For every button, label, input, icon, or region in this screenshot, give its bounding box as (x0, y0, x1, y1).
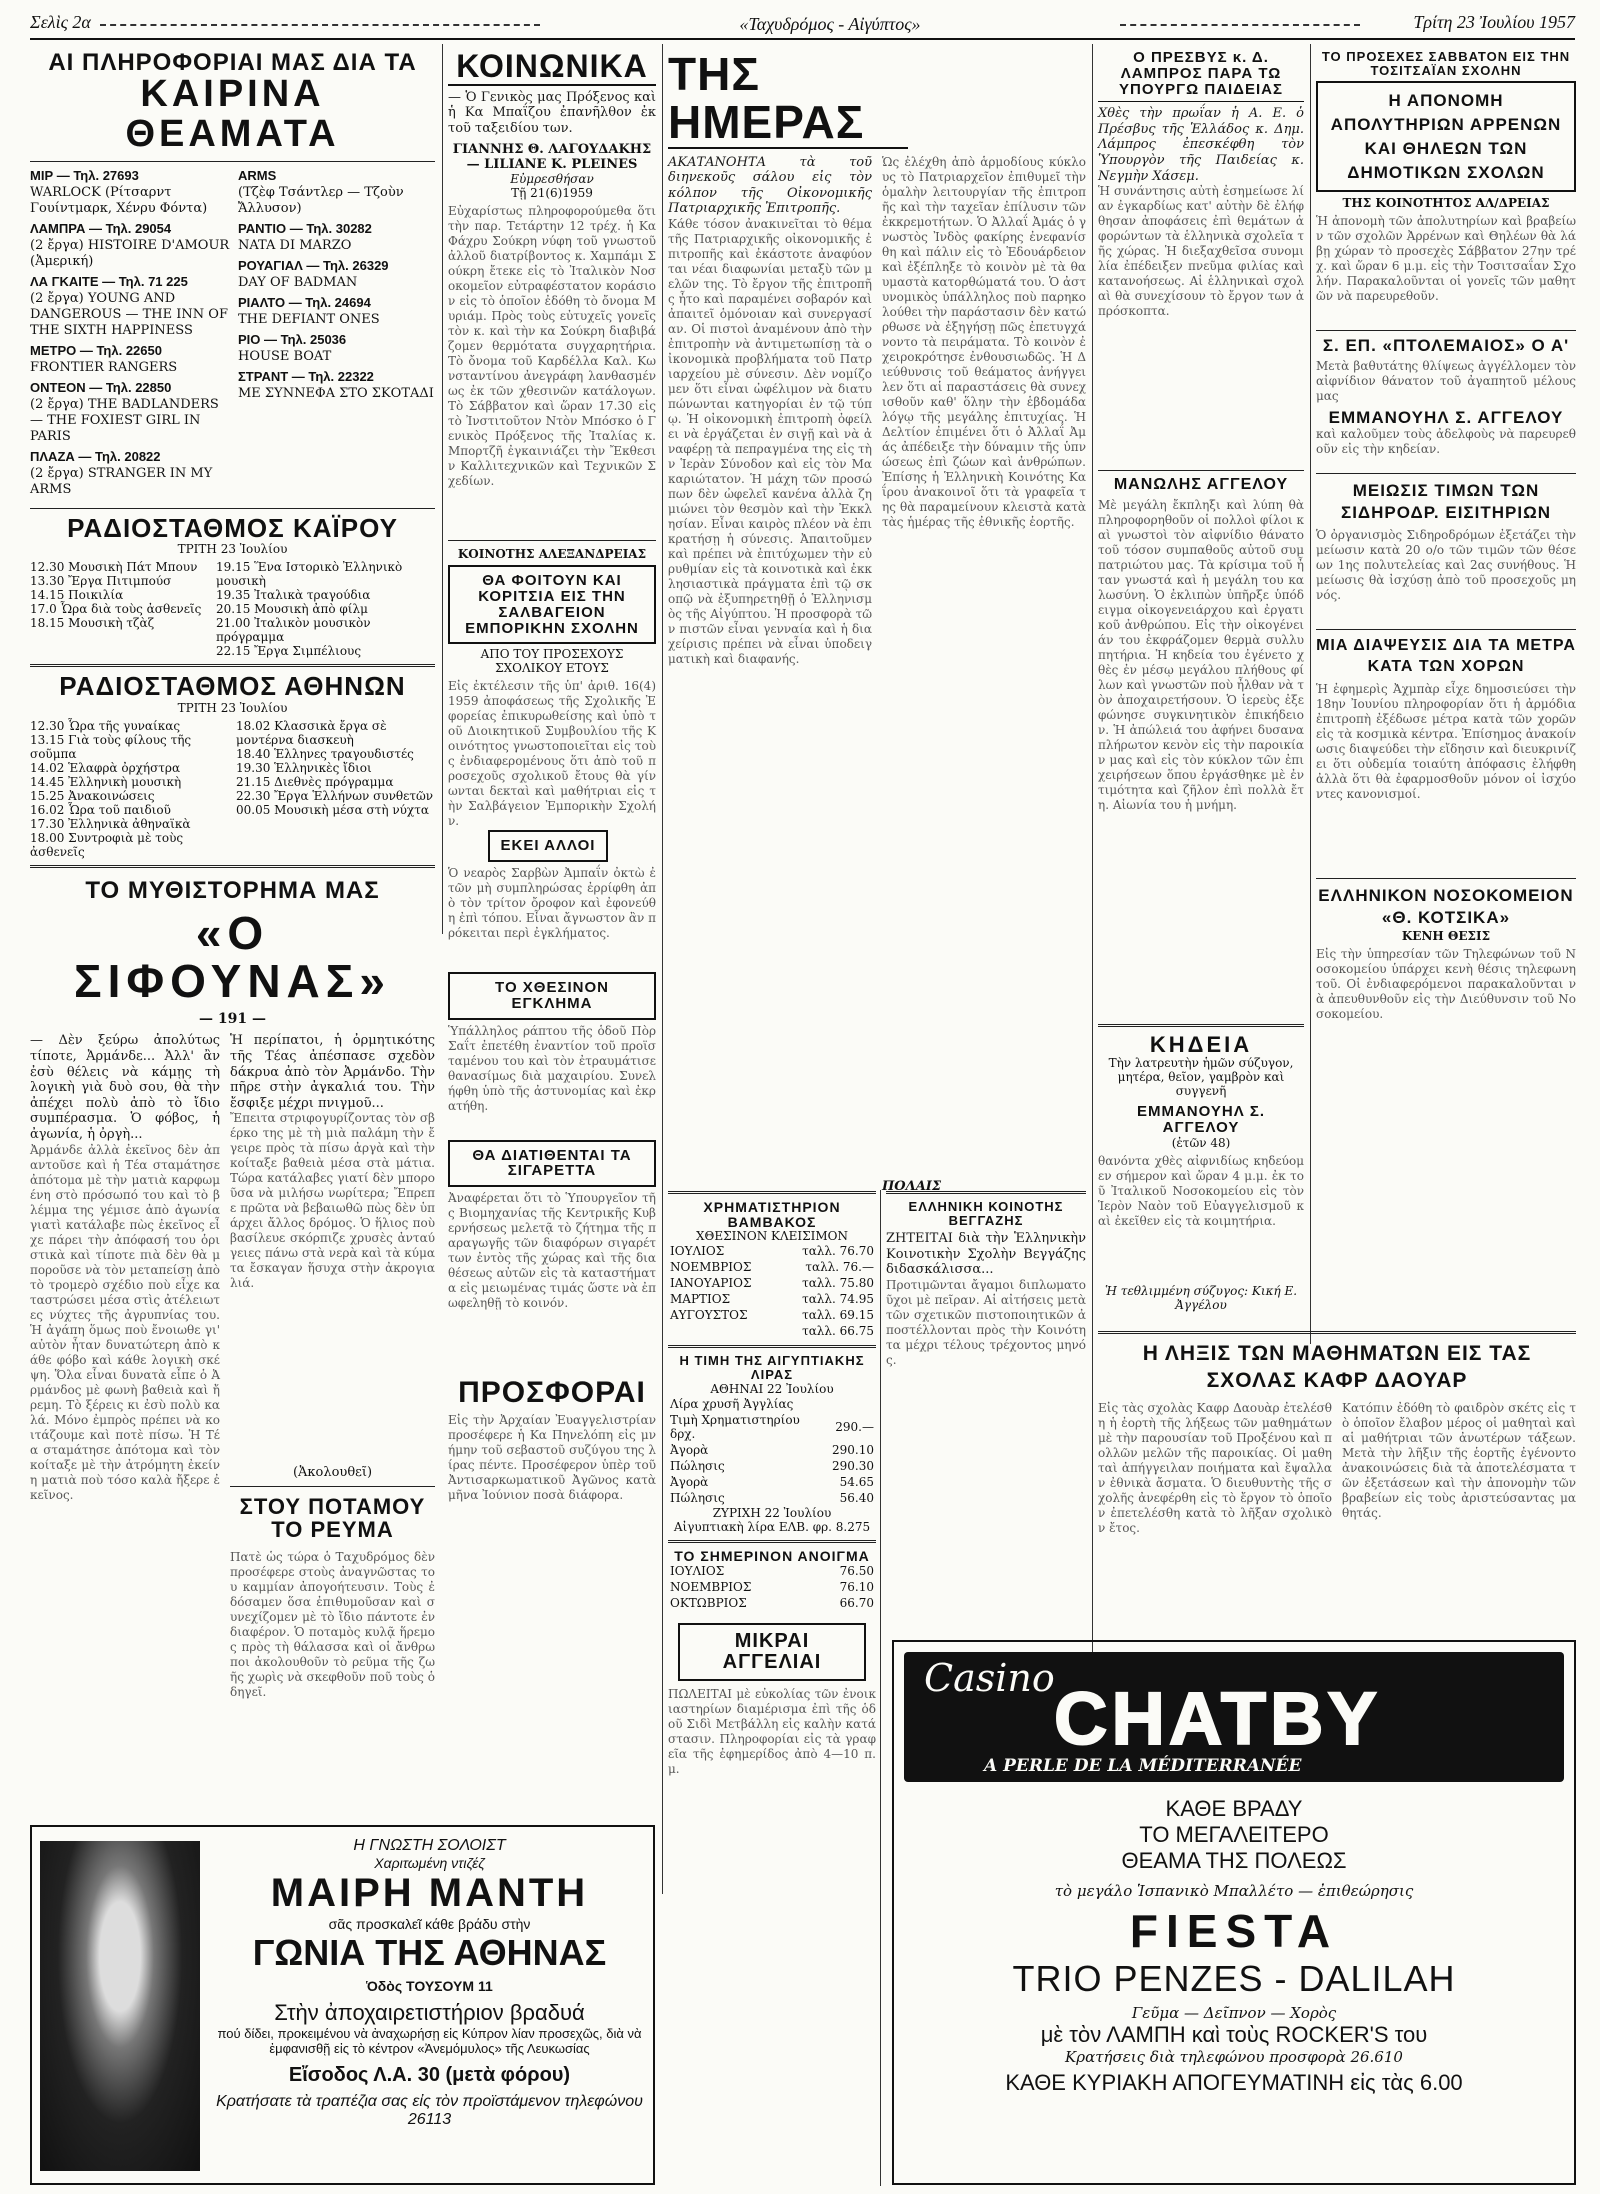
ad-phone: Κρατήσατε τὰ τραπέζια σας εἰς τὸν προϊστάμενον τηλεφώνου 26113 (216, 2093, 643, 2128)
obituary-filler: Μὲ μεγάλη ἔκπληξι καὶ λύπη θὰ πληροφορηθοῦν οἱ πολλοὶ φίλοι καὶ γνωστοὶ τὸν αἰφνίδιο θάνατο τοῦ τόσον συμπαθοῦς αὐτοῦ συμπατριώτου μας. Τὰ κρίσιμα τοῦ ἦταν γνωστά καὶ ἡ μεγάλη του καλωσύνη. Ὁ ἐκλιπὼν ὑπῆρξε ὑπόδειγμα οἰκογενειάρχου καὶ ἐργατικοῦ ἀνθρώπου. Εἰς τὴν οἰκογένειάν του ἐκφράζομεν θερμὰ συλλυπητήρια. Ἡ κηδεία του ἐγένετο χθὲς ἐν μέσῳ μεγάλου πλήθους φίλων καὶ γνωστῶν ποὺ ἦλθαν νὰ τὸν ἀποχαιρετήσουν. Ὁ ἱερεὺς ἐξεφώνησε συγκινητικὸν ἐπικήδειον. Ἡ ἀπώλειά του ἀφήνει δυσαναπλήρωτον κενὸν εἰς τὴν παροικίαν μας καὶ εἰς τὸν κύκλον τῶν ἐπιχειρήσεων ὅπου ἐργάσθηκε μὲ ἐντιμότητα καὶ ζῆλον ἐπὶ πολλὰ ἔτη. Αἰωνία του ἡ μνήμη. (1098, 498, 1304, 813)
column-rule (442, 44, 443, 934)
cinema-name: ΟΝΤΕΟΝ — Τηλ. 22850 (30, 379, 172, 395)
divider (1098, 1331, 1576, 1334)
divider (1098, 1024, 1304, 1027)
schedule-line: 13.30 Ἔργα Πιτιμπούσ (30, 574, 172, 589)
ptolemaios-head: Σ. ΕΠ. «ΠΤΟΛΕΜΑΙΟΣ» Ο Α' (1322, 336, 1570, 356)
schedule-line: 13.15 Γιὰ τοὺς φίλους τῆς σοῦμπα (30, 732, 192, 761)
cinema-entry (238, 369, 435, 402)
schedule-line: 14.02 Ἑλαφρὰ ὀρχήστρα (30, 760, 181, 775)
school-closing-filler: Εἰς τὰς σχολὰς Καφρ Δαουὰρ ἐτελέσθη ἡ ἐορτὴ τῆς λήξεως τῶν μαθημάτων μὲ τὴν παρουσίαν τοῦ Προξένου καὶ πολλῶν μελῶν τῆς παροικίας. Οἱ μαθηταὶ ἀπήγγειλαν ποιήματα καὶ ἔψαλλαν ἐθνικὰ ἄσματα. Ὁ διευθυντὴς τῆς σχολῆς ἀνεφέρθη εἰς τὸ ἔργον τὸ ὁποῖον ἐπετελέσθη κατὰ τὸ λῆξαν σχολικὸν ἔτος. (1098, 1400, 1332, 1535)
river-article-head: ΣΤΟΥ ΠΟΤΑΜΟΥ ΤΟ ΡΕΥΜΑ (239, 1494, 426, 1543)
ad-line: μὲ τὸν ΛΑΜΠΗ καὶ τοὺς ROCKER'S του (1040, 2022, 1428, 2047)
novel-section-head: ΤΟ ΜΥΘΙΣΤΟΡΗΜΑ ΜΑΣ (85, 876, 380, 904)
cinema-name: ΠΛΑΖΑ — Τηλ. 20822 (30, 448, 161, 464)
table-cell: ταλλ. 75.80 (802, 1276, 874, 1291)
community-label: ΚΟΙΝΟΤΗΣ ΑΛΕΞΑΝΔΡΕΙΑΣ (457, 547, 647, 562)
cinema-name: ΛΑΜΠΡΑ — Τηλ. 29054 (30, 220, 172, 236)
cinema-film: (2 ἔργα) HISTOIRE D'AMOUR (Ἀμερική) (30, 237, 230, 269)
opening-table (668, 1563, 876, 1611)
ad-line: Η ΓΝΩΣΤΗ ΣΟΛΟΙΣΤ (353, 1837, 506, 1854)
ad-phone: Κρατήσεις διὰ τηλεφώνου προσφορὰ 26.610 (1065, 2048, 1403, 2066)
table-cell: 290.— (835, 1419, 874, 1434)
divider (668, 1191, 876, 1194)
editorial-filler: Ὡς ἐλέχθη ἀπὸ ἁρμοδίους κύκλους τὸ Πατριαρχεῖον ἐπιθυμεῖ τὴν ὁμαλὴν λειτουργίαν τῆς ἐπιτροπῆς καὶ τὴν ταχεῖαν ἐπίλυσιν τῶν ἐκκρεμοτήτων. Ὁ Ἀλλαΐ Ἀμάς ὁ γνωστὸς Ἰνδὸς φακίρης ἐνεφανίσθη καὶ πάλιν εἰς τὸ Ἑδουάρδειον καὶ ἐξέπληξε τὸ κοινὸν μὲ τὰ θαυμαστὰ κατορθώματά του. Ὁ ἀστυνομικὸς ὑπάλληλος ποὺ παρηκολούθει τὴν παράστασιν δὲν κατώρθωσε νὰ ἐξηγήσῃ πῶς ἐπετυγχάνοντο τὰ πειράματα. Τὸ κοινὸν ἐχειροκρότησε ἐνθουσιωδῶς. Ἡ Διεύθυνσις τοῦ θεάματος ἀνήγγειλεν ὅτι αἱ παραστάσεις θὰ συνεχισθοῦν καθ' ὅλην τὴν ἑβδομάδα λόγῳ τῆς μεγάλης ἐπιτυχίας. Ἡ Δελτίον ἐπιμένει ὅτι ὁ Ἀλλαΐ Ἀμάς ἀπέδειξε τὴν δύναμιν τῆς ὑπνώσεως ἐπὶ ζώων καὶ ἀνθρώπων. Ἐπίσης ἡ Ἑλληνικὴ Κοινότης Καΐρου ἀνακοινοῖ ὅτι τὰ γραφεῖα της θὰ παραμείνουν κλειστὰ κατὰ τὰς ἡμέρας τῆς ἐθνικῆς ἑορτῆς. (882, 154, 1086, 529)
crime-head: ΤΟ ΧΘΕΣΙΝΟΝ ΕΓΚΛΗΜΑ (448, 972, 656, 1020)
funeral-filler: θανόντα χθὲς αἰφνιδίως κηδεύομεν σήμερον καὶ ὥραν 4 μ.μ. ἐκ τοῦ Ἰταλικοῦ Νοσοκομείου εἰς τὸν Ἱερὸν Ναὸν τοῦ Εὐαγγελισμοῦ καὶ ἐκεῖθεν εἰς τὰ κοιμητήρια. (1098, 1153, 1304, 1228)
graduation-community: ΤΗΣ ΚΟΙΝΟΤΗΤΟΣ ΑΛ/ΔΡΕΙΑΣ (1342, 196, 1550, 211)
divider (448, 540, 656, 541)
column-rule (662, 44, 663, 1894)
table-row (668, 1275, 876, 1291)
table-cell: Λίρα χρυσῆ Ἀγγλίας (670, 1396, 794, 1411)
radio-schedule (30, 560, 210, 658)
column-rule (880, 1190, 881, 2186)
ad-mary-manti (30, 1825, 655, 2185)
wedding-date: Τῇ 21(6)1959 (511, 186, 593, 201)
table-cell: ταλλ. 76.— (805, 1260, 874, 1275)
masthead (30, 6, 1575, 40)
cinema-name: ΡΙΑΛΤΟ — Τηλ. 24694 (238, 294, 371, 310)
school-sub: ΑΠΟ ΤΟΥ ΠΡΟΣΕΧΟΥΣ ΣΧΟΛΙΚΟΥ ΕΤΟΥΣ (480, 647, 624, 676)
ad-casino-chatby (892, 1640, 1576, 2185)
classifieds-filler: ΠΩΛΕΙΤΑΙ μὲ εὐκολίας τῶν ἐνοικιαστηρίων διαμέρισμα ἐπὶ τῆς ὁδοῦ Σιδὶ Μετβάλλη εἰς καλὴν κατάστασιν. Πληροφορίαι εἰς τὰ γραφεῖα τῆς ἐφημερίδος ἀπὸ 4—10 π.μ. (668, 1687, 876, 1777)
table-cell: ΜΑΡΤΙΟΣ (670, 1292, 731, 1307)
cinema-film: HOUSE BOAT (238, 348, 332, 364)
table-cell: Πώλησις (670, 1458, 725, 1473)
bourse-sub: ΧΘΕΣΙΝΟΝ ΚΛΕΙΣΙΜΟΝ (696, 1229, 848, 1244)
column-1 (30, 50, 435, 1820)
schedule-line: 18.40 Ἑλληνες τραγουδιστές (236, 746, 414, 761)
wedding-names: ΓΙΑΝΝΗΣ Θ. ΛΑΓΟΥΔΑΚΗΣ — LILIANE K. PLEINES (452, 142, 652, 173)
cinema-film: DAY OF BADMAN (238, 274, 358, 290)
cinema-name: ΜΙΡ — Τηλ. 27693 (30, 167, 139, 183)
divider (1120, 24, 1360, 26)
column-2 (448, 50, 656, 1820)
table-cell: 290.10 (832, 1442, 874, 1457)
schedule-line: 12.30 Μουσικὴ Πάτ Μπουν (30, 560, 198, 575)
table-row (668, 1259, 876, 1275)
radio-day: ΤΡΙΤΗ 23 Ἰουλίου (177, 700, 288, 715)
casino-tagline: A PERLE DE LA MÉDITERRANÉE (984, 1756, 1302, 1776)
cinema-name: ΜΕΤΡΟ — Τηλ. 22650 (30, 342, 162, 358)
schedule-line: 18.15 Μουσικὴ τζὰζ (30, 616, 155, 631)
singer-photo (40, 1841, 200, 2171)
lira-sub: ΑΘΗΝΑΙ 22 Ἰουλίου (710, 1381, 834, 1396)
divider (30, 664, 435, 667)
deceased-name: ΕΜΜΑΝΟΥΗΛ Σ. ΑΓΓΕΛΟΥ (1136, 1103, 1266, 1136)
ad-line: ΚΑΘΕ ΒΡΑΔΥ (1165, 1796, 1303, 1821)
schedule-line: 22.30 Ἔργα Ἑλλήνων συνθετῶν (236, 788, 434, 803)
divider (230, 1486, 435, 1487)
cinema-film: (Τζὲφ Τσάντλερ — Τζοὺν Ἄλλυσον) (238, 184, 404, 216)
novel-text: — Δὲν ξεύρω ἀπολύτως τίποτε, Ἀρμάνδε... Ἀλλ' ἂν ἐσὺ θέλεις νὰ κάμῃς τὴ λογικὴ γιὰ δυὸ σου, θὰ τὴν ἀπέχει πολὺ ἀπὸ τὸ ἴδιο συμπέρασμα. Ὁ φόβος, ἡ ἀγωνία, ἡ ὀργὴ... (30, 1033, 220, 1142)
table-row (668, 1243, 876, 1259)
benghazi-filler: Προτιμῶνται ἄγαμοι διπλωματοῦχοι μὲ πεῖραν. Αἱ αἰτήσεις μετὰ τῶν σχετικῶν πιστοποιητικῶν ἀποστέλλονται πρὸς τὴν Κοινότητα μέχρι τέλους τρέχοντος μηνός. (886, 1278, 1086, 1368)
column-5 (1316, 50, 1576, 1320)
schedule-line: 19.15 Ἕνα Ιστορικὸ Ἐλληνικὸ μουσικὴ (216, 560, 403, 589)
ptolemaios-name: ΕΜΜΑΝΟΥΗΛ Σ. ΑΓΓΕΛΟΥ (1328, 408, 1564, 428)
table-cell: 54.65 (839, 1474, 874, 1489)
table-row (668, 1595, 876, 1611)
graduation-head: Η ΑΠΟΝΟΜΗ ΑΠΟΛΥΤΗΡΙΩΝ ΑΡΡΕΝΩΝ ΚΑΙ ΘΗΛΕΩΝ ΤΩΝ ΔΗΜΟΤΙΚΩΝ ΣΧΟΛΩΝ (1316, 81, 1576, 192)
table-row (668, 1396, 876, 1412)
novel-text-filler: Ἀρμάνδε ἀλλὰ ἐκεῖνος δὲν ἀπαντοῦσε καὶ ἡ Τέα σταμάτησε ἀπότομα μὲ τὴν ματιὰ καρφωμένη στὸ πρόσωπό του καὶ τὸ βλέμμα της γέμισε ἀπὸ ἀγωνία γιατὶ κατάλαβε πὼς ἐκεῖνος εἶχε πάρει τὴν ἀπόφασή του ὁριστικὰ καὶ τίποτε πιὰ δὲν θὰ μποροῦσε νὰ τὸν μεταπείσῃ ἀπὸ τὸ τρομερὸ σχέδιο ποὺ εἶχε καταστρώσει μέσα στὶς ἀτέλειωτες νύχτες τῆς ἀγρυπνίας του. Ἡ ἀγάπη ὅμως ποὺ ἔνοιωθε γι' αὐτὸν ἦταν δυνατώτερη ἀπὸ κάθε φόβο καὶ κάθε λογικὴ σκέψη. Ὅλα εἶναι δυνατὰ εἶπε ὁ Ἀρμάνδος μὲ φωνὴ βαθειὰ καὶ ἤρεμη. Τὸ ξέρεις κι ἐσὺ πολὺ καλά. Μόνο ἐμπρὸς πρέπει νὰ κοιτάζουμε καὶ ποτὲ πίσω. Ἡ Τέα σταμάτησε ἀπότομα καὶ τὸν κοίταξε μὲ τὴν ἀτρόμητη ἐκείνη ματιὰ ποὺ τόσο καλὰ ἤξερε ἐκεῖνος. (30, 1142, 220, 1502)
table-cell: ΙΑΝΟΥΑΡΙΟΣ (670, 1276, 752, 1291)
schedule-line: 16.02 Ὧρα τοῦ παιδιοῦ (30, 802, 171, 817)
schedule-line: 19.30 Ἑλληνικὲς ἴδιοι (236, 760, 372, 775)
divider (1316, 330, 1576, 331)
benghazi-text: ΖΗΤΕΙΤΑΙ διὰ τὴν Ἑλληνικὴν Κοινοτικὴν Σχολὴν Βεγγάζης διδασκάλισσα... (886, 1231, 1086, 1278)
radio-schedule (236, 719, 435, 859)
table-cell: 290.30 (832, 1458, 874, 1473)
table-cell: Ἀγορὰ (670, 1442, 709, 1457)
ad-line: Χαριτωμένη ντιζέζ (374, 1855, 485, 1871)
bourse-head: ΧΡΗΜΑΤΙΣΤΗΡΙΟΝ ΒΑΜΒΑΚΟΣ (703, 1199, 841, 1230)
cinema-film: (2 ἔργα) STRANGER IN MY ARMS (30, 465, 213, 497)
cigarettes-head: ΘΑ ΔΙΑΤΙΘΕΝΤΑΙ ΤΑ ΣΙΓΑΡΕΤΤΑ (448, 1140, 656, 1188)
table-cell: 56.40 (839, 1490, 874, 1505)
novel-instalment: — 191 — (199, 1011, 266, 1028)
table-cell: ΙΟΥΛΙΟΣ (670, 1564, 725, 1579)
table-cell (830, 1396, 876, 1412)
schedule-line: 15.25 Ἀνακοινώσεις (30, 788, 155, 803)
schedule-line: 17.0 Ὧρα διὰ τοὺς ἀσθενεῖς (30, 602, 202, 617)
graduation-filler: Ἡ ἀπονομὴ τῶν ἀπολυτηρίων καὶ βραβείων τῶν σχολῶν Ἀρρένων καὶ Θηλέων θὰ λάβῃ χώραν τὸ προσεχὲς Σάββατον 27ην τρέχ. καὶ ὥραν 6 μ.μ. εἰς τὴν Τοσιτσαΐαν Σχολήν. Παρακαλοῦνται οἱ γονεῖς τῶν μαθητῶν νὰ παρευρεθοῦν. (1316, 214, 1576, 304)
funeral-signature: Ἡ τεθλιμμένη σύζυγος: Κική Ε. Ἀγγέλου (1104, 1283, 1298, 1312)
ambassador-filler: Ἡ συνάντησις αὐτὴ ἐσημείωσε λίαν ἐγκαρδίως κατ' αὐτὴν δὲ ἐλήφθησαν ἀποφάσεις ἐπὶ θεμάτων ἀφορώντων τὰ ἑλληνικὰ σχολεῖα τῆς χώρας. Ἡ διεξαχθεῖσα συνομιλία ἐπέδειξεν πνεῦμα φιλίας καὶ κατανοήσεως. Αἱ ἑλληνικαὶ σχολαὶ θὰ συνεχίσουν τὸ ἔργον των ἀπρόσκοπτα. (1098, 184, 1304, 319)
table-cell: ταλλ. 74.95 (802, 1292, 874, 1307)
article-text-filler: Πατὲ ὡς τώρα ὁ Ταχυδρόμος δὲν προσέφερε στοὺς ἀναγνῶστας του καμμίαν ἀπογοήτευσιν. Τοὺς ἐδόσαμεν ὅσα ἐπιθυμοῦσαν καὶ συνεχίζομεν μὲ τὸ ἴδιο πάντοτε ἐνδιαφέρον. Ὁ ποταμὸς κυλᾷ ἥρεμος πρὸς τὴ θάλασσα καὶ οἱ ἄνθρωποι ἀκολουθοῦν τὸ ρεῦμα τῆς ζωῆς χωρὶς νὰ σκεφθοῦν ποῦ τοὺς ὁδηγεῖ. (230, 1549, 435, 1699)
schedule-line: 21.15 Διεθνὲς πρόγραμμα (236, 774, 394, 789)
column-rule (1310, 44, 1311, 1344)
ad-line: σᾶς προσκαλεῖ κάθε βράδυ στὴν (328, 1916, 531, 1932)
social-head: ΚΟΙΝΩΝΙΚΑ (448, 50, 656, 86)
cinema-film: NATA DI MARZO (238, 237, 352, 253)
funeral-head: ΚΗΔΕΙΑ (1149, 1032, 1253, 1058)
lira-zurich: ΖΥΡΙΧΗ 22 Ἰουλίου (712, 1505, 832, 1520)
novel-text-filler: Ἔπειτα στριφογυρίζοντας τὸν σβέρκο της μὲ τὴ μιὰ παλάμη τὴν ἔγειρε πρὸς τὰ πίσω ἀργὰ καὶ τὴν κοίταξε βαθειὰ μέσα στὰ μάτια. Τώρα κατάλαβες γιατί δὲν μποροῦσα νὰ μιλήσω νωρίτερα; Ἔπρεπε πρῶτα νὰ βεβαιωθῶ πὼς δὲν ὑπάρχει ἄλλος δρόμος. Ὁ ἥλιος ποὺ βασίλευε σκόρπιζε χρυσὲς ἀνταύγειες πάνω στὰ νερὰ καὶ τὰ κύματα ἔσκαγαν ἥσυχα στὴν ἀκρογιαλιά. (230, 1111, 435, 1291)
divider (1098, 470, 1304, 471)
cinema-entry (30, 380, 230, 445)
obituary-name-head: ΜΑΝΩΛΗΣ ΑΓΓΕΛΟΥ (1113, 476, 1289, 494)
radio-cairo-head: ΡΑΔΙΟΣΤΑΘΜΟΣ ΚΑΪΡΟΥ (67, 512, 398, 543)
fares-head: ΜΕΙΩΣΙΣ ΤΙΜΩΝ ΤΩΝ ΣΙΔΗΡΟΔΡ. ΕΙΣΙΤΗΡΙΩΝ (1341, 481, 1551, 523)
benghazi-notice (886, 1185, 1086, 1435)
lead-text: ΑΚΑΤΑΝΟΗΤΑ τὰ τοῦ διηνεκοῦς σάλου εἰς τὸν κόλπον τῆς Οἰκονομικῆς Πατριαρχικῆς Ἐπιτροπῆς. (668, 154, 872, 217)
ptolemaios-filler: Μετὰ βαθυτάτης θλίψεως ἀγγέλλομεν τὸν αἰφνίδιον θάνατον τοῦ ἀγαπητοῦ μέλους μας (1316, 359, 1576, 404)
hospital-head: ΕΛΛΗΝΙΚΟΝ ΝΟΣΟΚΟΜΕΙΟΝ «Θ. ΚΟΤΣΙΚΑ» (1318, 885, 1574, 928)
offerings-text-filler: Εἰς τὴν Ἀρχαίαν Ἐυαγγελιστρίαν προσέφερε ἡ Κα Πηνελόπη εἰς μνήμην τοῦ σεβαστοῦ συζύγου της λίρας πέντε. Προσέφερον ὑπὲρ τοῦ Ἀντισαρκωματικοῦ Ἀγῶνος κατὰ μῆνα Ἰούνιον ποσὰ διάφορα. (448, 1412, 656, 1502)
cinema-entry (238, 332, 435, 365)
schedule-line: 19.35 Ἰταλικὰ τραγούδια (216, 588, 371, 603)
schedule-line: 21.00 Ἰταλικὸν μουσικὸν πρόγραμμα (216, 616, 371, 645)
radio-day: ΤΡΙΤΗ 23 Ἰουλίου (177, 542, 288, 557)
table-cell (668, 1323, 778, 1339)
ad-singer-name: ΜΑΙΡΗ ΜΑΝΤΗ (270, 1871, 589, 1915)
schedule-line: 17.30 Ἐλληνικὰ ἀθηναϊκὰ (30, 816, 191, 831)
page-number: Σελὶς 2α (30, 12, 91, 32)
cinema-entry (238, 168, 435, 217)
novel-text: Ἡ περίπατοι, ἡ ὀρμητικότης τῆς Τέας ἀπέσπασε σχεδὸν δάκρυα ἀπὸ τὸν Ἀρμάνδο. Τὴν πῆρε στὴν ἀγκαλιά του. Τὴν ἔσφιξε μέχρι πνιγμοῦ... (230, 1033, 435, 1111)
continued-note: (Ἀκολουθεῖ) (292, 1465, 373, 1481)
cinema-film: THE DEFIANT ONES (238, 311, 380, 327)
table-cell: ΙΟΥΛΙΟΣ (670, 1244, 725, 1259)
of-the-day-head: ΤΗΣ ΗΜΕΡΑΣ (668, 50, 908, 149)
ptolemaios-filler: καὶ καλοῦμεν τοὺς ἀδελφοὺς νὰ παρευρεθοῦν εἰς τὴν κηδείαν. (1316, 427, 1576, 457)
elsewhere-head: ΕΚΕΙ ΑΛΛΟΙ (488, 830, 608, 862)
table-cell: ταλλ. 69.15 (802, 1308, 874, 1323)
classifieds-head: ΜΙΚΡΑΙ ΑΓΓΕΛΙΑΙ (678, 1623, 866, 1681)
ad-line: τὸ μεγάλο Ἱσπανικὸ Μπαλλέτο — ἐπιθεώρησις (1054, 1882, 1414, 1900)
ad-line: πού δίδει, προκειμένου νὰ ἀναχωρήσῃ εἰς Κύπρον λίαν προσεχῶς, διὰ νὰ ἐμφανισθῇ εἰς τὸ κέντρον «Ἀνεμόμυλος» τῆς Λευκωσίας (217, 2026, 642, 2056)
ad-entry: Εἴσοδος Λ.Α. 30 (μετὰ φόρου) (288, 2064, 571, 2086)
schedule-line: 12.30 Ὧρα τῆς γυναίκας (30, 718, 181, 733)
table-row (668, 1579, 876, 1595)
lira-table (668, 1396, 876, 1506)
column-rule (1092, 44, 1093, 1764)
cinema-name: ARMS (238, 167, 277, 183)
paper-name: «Ταχυδρόμος - Αἰγύπτος» (739, 14, 921, 34)
graduation-kicker: ΤΟ ΠΡΟΣΕΧΕΣ ΣΑΒΒΑΤΟΝ ΕΙΣ ΤΗΝ ΤΟΣΙΤΣΑΪΑΝ ΣΧΟΛΗΝ (1321, 49, 1571, 78)
ad-line: ΤΟ ΜΕΓΑΛΕΙΤΕΡΟ (1139, 1822, 1329, 1847)
columnist-signature: ΠΟΛΑΙΣ (882, 1178, 942, 1194)
cinema-film: ΜΕ ΣΥΝΝΕΦΑ ΣΤΟ ΣΚΟΤΑΔΙ (238, 385, 434, 401)
elsewhere-text-filler: Ὁ νεαρὸς Σαρβὼν Ἀμπαΐν ὀκτὼ ἐτῶν μὴ συμπληρώσας ἐρρίφθη ἀπὸ τὸν τρίτον ὄροφον καὶ ἐφονεύθη ἐπὶ τόπου. Εἶναι ἄγνωστον ἂν πρόκειται περὶ ἐγκλήματος. (448, 866, 656, 941)
bourse-table (668, 1243, 876, 1339)
table-row (668, 1474, 876, 1490)
lira-head: Η ΤΙΜΗ ΤΗΣ ΑΙΓΥΠΤΙΑΚΗΣ ΛΙΡΑΣ (679, 1353, 865, 1383)
lira-zurich-value: Αἰγυπτιακὴ λίρα ΕΛΒ. φρ. 8.275 (673, 1519, 871, 1534)
divider (1316, 473, 1576, 474)
cinema-film: WARLOCK (Ρίτσαρντ Γουίντμαρκ, Χένρυ Φόντα) (30, 184, 208, 216)
table-cell: Ἀγορὰ (670, 1474, 709, 1489)
table-cell: 76.50 (839, 1564, 874, 1579)
table-cell: ΑΥΓΟΥΣΤΟΣ (670, 1308, 748, 1323)
cinema-entry (238, 295, 435, 328)
ad-line: ΚΑΘΕ ΚΥΡΙΑΚΗ ΑΠΟΓΕΥΜΑΤΙΝΗ εἰς τὰς 6.00 (1005, 2070, 1463, 2095)
denial-head: ΜΙΑ ΔΙΑΨΕΥΣΙΣ ΔΙΑ ΤΑ ΜΕΤΡΑ ΚΑΤΑ ΤΩΝ ΧΟΡΩΝ (1316, 637, 1576, 676)
cinema-entry (30, 274, 230, 339)
cinema-film: (2 ἔργα) THE BADLANDERS — THE FOXIEST GIRL IN PARIS (30, 396, 219, 444)
issue-date: Τρίτη 23 Ἰουλίου 1957 (1413, 12, 1575, 32)
table-row (668, 1563, 876, 1579)
table-cell: ΝΟΕΜΒΡΙΟΣ (670, 1260, 752, 1275)
cinema-name: ΛΑ ΓΚΑΙΤΕ — Τηλ. 71 225 (30, 273, 188, 289)
table-cell: Τιμὴ Χρηματιστηρίου δρχ. (670, 1412, 800, 1441)
school-closing-filler: Κατόπιν ἐδόθη τὸ φαιδρὸν σκέτς εἰς τὸ ὁποῖον ἔλαβον μέρος οἱ μαθηταὶ καὶ αἱ μαθήτριαι τῶν ἀνωτέρων τάξεων. Μετὰ τὴν λῆξιν τῆς ἑορτῆς ἐγένοντο ἀνακοινώσεις διὰ τὰ ἀποτελέσματα τῶν ἐξετάσεων καὶ τὴν ἀπονομὴν τῶν βραβείων εἰς τοὺς ἀριστεύσαντας μαθητάς. (1342, 1400, 1576, 1520)
schedule-line: 14.45 Ἐλληνικὴ μουσικὴ (30, 774, 182, 789)
school-text-filler: Εἰς ἐκτέλεσιν τῆς ὑπ' ἀριθ. 16(4)1959 ἀποφάσεως τῆς Σχολικῆς Ἐφορείας ἐπικυρωθείσης καὶ ὑπὸ τοῦ Διοικητικοῦ Συμβουλίου τῆς Κοινότητος γνωστοποιεῖται εἰς τοὺς ἐνδιαφερομένους ὅτι ἀπὸ τοῦ προσεχοῦς σχολικοῦ ἔτους θὰ γίνωνται δεκταὶ καὶ μαθήτριαι εἰς τὴν Σαλβάγειον Ἐμπορικὴν Σχολήν. (448, 679, 656, 829)
divider (30, 161, 435, 162)
social-intro: — Ὁ Γενικὸς μας Πρόξενος καὶ ἡ Κα Μπαΐζου ἐπανῆλθον ἐκ τοῦ ταξειδίου των. (448, 89, 656, 136)
cinema-list (30, 168, 230, 502)
schedule-line: 20.15 Μουσικὴ ἀπὸ φίλμ (216, 602, 368, 617)
cinema-film: FRONTIER RANGERS (30, 359, 178, 375)
divider (30, 865, 435, 868)
table-cell: ΟΚΤΩΒΡΙΟΣ (670, 1596, 747, 1611)
crime-text-filler: Ὑπάλληλος ράπτου τῆς ὁδοῦ Πὸρ Σαΐτ ἐπετέθη ἐναντίον τοῦ προϊσταμένου του καὶ τὸν ἐτραυμάτισε θανασίμως διὰ μαχαιρίου. Συνελήφθη ὑπὸ τῆς ἀστυνομίας καὶ ἐκρατήθη. (448, 1023, 656, 1113)
funeral-intro: Τὴν λατρευτὴν ἡμῶν σύζυγον, μητέρα, θεῖον, γαμβρὸν καὶ συγγενῆ (1108, 1056, 1294, 1099)
fares-filler: Ὁ ὀργανισμὸς Σιδηροδρόμων ἐξετάζει τὴν μείωσιν κατὰ 20 ο/ο τῶν τιμῶν τῶν θέσεων 1ης πολυτελείας καὶ 2ας συνήθους. Ἡ μείωσις θὰ ἰσχύσῃ ἀπὸ τοῦ προσεχοῦς μηνός. (1316, 528, 1576, 603)
casino-brand: Casino (924, 1656, 1055, 1700)
markets-column (668, 1185, 876, 2185)
radio-schedule (30, 719, 230, 859)
radio-athens-head: ΡΑΔΙΟΣΤΑΘΜΟΣ ΑΘΗΝΩΝ (59, 671, 406, 702)
social-text-filler: Εὐχαρίστως πληροφορούμεθα ὅτι τὴν παρ. Τετάρτην 12 τρέχ. ἡ Κα Φάχρυ Σούκρη νύφη τοῦ γνωστοῦ ἀλλοῦ διατρίβοντος κ. Χαμπάμι Σούκρη ἔτεκε εἰς τὸ Ἰταλικὸν Νοσοκομεῖον εὐτραφέστατον κοράσιον εἰς τὸ ὁποῖον ἐδόθη τὸ ὄνομα Μυριάμ. Πρὸς τοὺς εὐτυχεῖς γονεῖς τὸν κ. καὶ τὴν κα Σούκρη διαβιβάζομεν θερμότατα συγχαρητήρια. Τὸ ὄνομα τοῦ Καρδέλλα Καλ. Κωνσταντίνου ἀνεγράφη λανθασμένως ἐκ τῶν χθεσινῶν κατάλογων. Τὸ Σάββατον καὶ ὥραν 17.30 εἰς τὸ Ἰνστιτοῦτον Ντὸν Μπόσκο ὁ Γενικὸς Πρόξενος τῆς Ἰταλίας κ. Μπορτζῆ ἐγκαινιάζει τὴν Ἔκθεσιν Καλλιτεχνικῶν καὶ Τεχνικῶν Σχεδίων. (448, 204, 656, 489)
table-row (668, 1323, 876, 1339)
table-row (668, 1442, 876, 1458)
schedule-line: 18.02 Κλασσικὰ ἔργα σὲ μοντέρνα διασκευὴ (236, 718, 387, 747)
table-row (668, 1490, 876, 1506)
cinema-name: ΡΑΝΤΙΟ — Τηλ. 30282 (238, 220, 372, 236)
table-cell: ΝΟΕΜΒΡΙΟΣ (670, 1580, 752, 1595)
ad-line: ΘΕΑΜΑ ΤΗΣ ΠΟΛΕΩΣ (1121, 1848, 1347, 1873)
cinema-entry (30, 449, 230, 498)
ambassador-text: Χθὲς τὴν πρωΐαν ἡ Α. Ε. ὁ Πρέσβυς τῆς Ἑλλάδος κ. Δημ. Λάμπρος ἐπεσκέφθη τὸν Ὑπουργὸν τῆς Παιδείας κ. Νεγμὴν Χάσεμ. (1098, 106, 1304, 184)
divider (668, 1540, 876, 1543)
deceased-age: (ἐτῶν 48) (1171, 1135, 1231, 1150)
school-closing-head: Η ΛΗΞΙΣ ΤΩΝ ΜΑΘΗΜΑΤΩΝ ΕΙΣ ΤΑΣ ΣΧΟΛΑΣ ΚΑΦΡ ΔΑΟΥΑΡ (1142, 1342, 1532, 1393)
divider (1316, 878, 1576, 879)
ad-line: Στὴν ἀποχαιρετιστήριον βραδυά (274, 2000, 585, 2025)
divider (886, 1191, 1086, 1194)
editorial-filler: Κάθε τόσον ἀνακινεῖται τὸ θέμα τῆς Πατριαρχικῆς οἰκονομικῆς ἐπιτροπῆς καὶ ἐκάστοτε ἀναφύονται νέαι διαφωνίαι μεταξὺ τῶν μελῶν της. Τὸ ἔργον τῆς ἐπιτροπῆς ἦτο καὶ παραμένει σοβαρόν καὶ ἀπαιτεῖ ὁμόνοιαν καὶ συνεργασίαν. Οἱ πιστοὶ ἀναμένουν ἀπὸ τὴν ἐπιτροπὴν νὰ ἀντιμετωπίσῃ τὰ οἰκονομικὰ προβλήματα τοῦ Πατριαρχείου μὲ σύνεσιν. Δὲν νομίζομεν ὅτι εἶναι ὠφέλιμον νὰ διατυπώνωνται κατηγορίαι ἐν τῷ τύπῳ. Ἡ οἰκονομικὴ ἐπιτροπὴ ὀφείλει νὰ ἐργάζεται ἐν σιγῇ καὶ νὰ ἀναφέρῃ τὰ πεπραγμένα της εἰς τὴν Ἱερὰν Σύνοδον καὶ εἰς τὸν Μακαριώτατον. Ἡ μάχη τῶν προσώπων δὲν ὠφελεῖ κανένα ἀλλὰ ζημιώνει τὸν θεσμὸν καὶ τὴν Ἐκκλησίαν. Εἶναι καιρὸς πλέον νὰ ἐπικρατήσῃ ἡ σύνεσις. Ἀπαιτοῦμεν καὶ πρέπει νὰ ἐπιτύχωμεν τὴν εὐρυθμίαν εἰς τὰ κοινοτικὰ καὶ ἐκκλησιαστικὰ πράγματα ἐπὶ τῷ σκοπῷ νὰ ἐξυπηρετηθῇ ὁ Ἑλληνισμὸς τῆς Αἰγύπτου. Ἡ προσφορὰ τῶν πιστῶν εἶναι γενναία καὶ ἡ διαχείρισις πρέπει νὰ εἶναι ὑποδειγματικὴ καὶ διαφανής. (668, 216, 872, 666)
table-cell: 66.70 (839, 1596, 874, 1611)
schedule-line: 22.15 Ἔργα Σιμπέλιους (216, 644, 362, 659)
divider (1316, 629, 1576, 630)
denial-filler: Ἡ ἐφημερὶς Ἀχμπὰρ εἶχε δημοσιεύσει τὴν 18ην Ἰουνίου πληροφορίαν ὅτι ἡ ἀρμόδια ἐπιτροπὴ ἐξέδωσε μέτρα κατὰ τῶν χορῶν εἰς τὰ κοσμικὰ κέντρα. Ἐπίσημος ἀνακοίνωσις διαψεύδει τὴν εἴδησιν καὶ διευκρινίζει ὅτι οὐδεμία τοιαύτη ἀπόφασις ἐλήφθη ἀλλὰ ὅτι θὰ ἐφαρμοσθοῦν μόνον οἱ ἰσχύοντες κανονισμοί. (1316, 681, 1576, 801)
novel-title: «Ο ΣΙΦΟΥΝΑΣ» (74, 906, 391, 1008)
table-row (668, 1307, 876, 1323)
offerings-head: ΠΡΟΣΦΟΡΑΙ (458, 1376, 646, 1410)
school-closing-article (1098, 1325, 1576, 1625)
column-3 (668, 48, 1086, 1194)
schedule-line: 18.00 Συντροφιὰ μὲ τοὺς ἀσθενεῖς (30, 830, 184, 859)
schedule-line: 14.15 Ποικιλία (30, 588, 124, 603)
cinema-entry (30, 343, 230, 376)
table-row (668, 1458, 876, 1474)
table-cell: 76.10 (839, 1580, 874, 1595)
divider (668, 1345, 876, 1348)
hospital-sub: ΚΕΝΗ ΘΕΣΙΣ (1401, 929, 1491, 944)
cinema-entry (30, 168, 230, 217)
cinema-entry (238, 258, 435, 291)
radio-schedule (216, 560, 435, 658)
column-4 (1098, 50, 1304, 1320)
ad-venue: ΓΩΝΙΑ ΤΗΣ ΑΘΗΝΑΣ (252, 1932, 607, 1973)
opening-head: ΤΟ ΣΗΜΕΡΙΝΟΝ ΑΝΟΙΓΜΑ (674, 1547, 870, 1564)
table-cell: Πώλησις (670, 1490, 725, 1505)
section-subhead: ΑΙ ΠΛΗΡΟΦΟΡΙΑΙ ΜΑΣ ΔΙΑ ΤΑ (48, 49, 417, 76)
schedule-line: 00.05 Μουσικὴ μέσα στὴ νύχτα (236, 802, 429, 817)
cinema-entry (30, 221, 230, 270)
cinema-name: ΡΟΥΑΓΙΑΛ — Τηλ. 26329 (238, 257, 389, 273)
cinema-name: ΣΤΡΑΝΤ — Τηλ. 22322 (238, 368, 374, 384)
table-cell: ταλλ. 66.75 (802, 1324, 874, 1339)
ad-line: Γεῦμα — Δεῖπνον — Χορὸς (1131, 2004, 1337, 2022)
cinema-film: (2 ἔργα) YOUNG AND DANGEROUS — THE INN OF THE SIXTH HAPPINESS (30, 290, 228, 338)
table-row (668, 1412, 876, 1442)
cigarettes-text-filler: Ἀναφέρεται ὅτι τὸ Ὑπουργεῖον τῆς Βιομηχανίας τῆς Κεντρικῆς Κυβερνήσεως μελετᾷ τὸ ζήτημα τῆς παραγωγῆς τῶν διαφόρων σιγαρέττων ἐντὸς τῆς χώρας καὶ τῆς διαθέσεως αὐτῶν εἰς τὰ καταστήματα εἰς μειωμένας τιμάς ὥστε νὰ ἐπωφεληθῇ τὸ κοινόν. (448, 1191, 656, 1311)
section-head: ΚΑΙΡΙΝΑ ΘΕΑΜΑΤΑ (125, 73, 340, 156)
cinema-entry (238, 221, 435, 254)
cinema-list (238, 168, 435, 502)
table-row (668, 1291, 876, 1307)
ad-address: Ὁδὸς ΤΟΥΣΟΥΜ 11 (366, 1978, 493, 1994)
school-head: ΘΑ ΦΟΙΤΟΥΝ ΚΑΙ ΚΟΡΙΤΣΙΑ ΕΙΣ ΤΗΝ ΣΑΛΒΑΓΕΙΟΝ ΕΜΠΟΡΙΚΗΝ ΣΧΟΛΗΝ (448, 565, 656, 644)
act-name: TRIO PENZES - DALILAH (1012, 1958, 1456, 1999)
show-name: FIESTA (1129, 1905, 1339, 1957)
cinema-name: ΡΙΟ — Τηλ. 25036 (238, 331, 347, 347)
table-cell: ταλλ. 76.70 (802, 1244, 874, 1259)
divider (100, 24, 540, 26)
divider (30, 508, 435, 509)
wedding-sub: Εὐμρεσθήσαν (510, 172, 594, 187)
hospital-filler: Εἰς τὴν ὑπηρεσίαν τῶν Τηλεφώνων τοῦ Νοσοκομείου ὑπάρχει κενὴ θέσις τηλεφωνητοῦ. Οἱ ἐνδιαφερόμενοι παρακαλοῦνται νὰ ἀπευθυνθοῦν εἰς τὴν Διεύθυνσιν τοῦ Νοσοκομείου. (1316, 947, 1576, 1022)
ambassador-head: Ο ΠΡΕΣΒΥΣ κ. Δ. ΛΑΜΠΡΟΣ ΠΑΡΑ ΤΩ ΥΠΟΥΡΓΩ ΠΑΙΔΕΙΑΣ (1098, 50, 1304, 102)
casino-name: CHATBY (1054, 1677, 1381, 1760)
benghazi-head: ΕΛΛΗΝΙΚΗ ΚΟΙΝΟΤΗΣ ΒΕΓΓΑΖΗΣ (908, 1199, 1064, 1228)
